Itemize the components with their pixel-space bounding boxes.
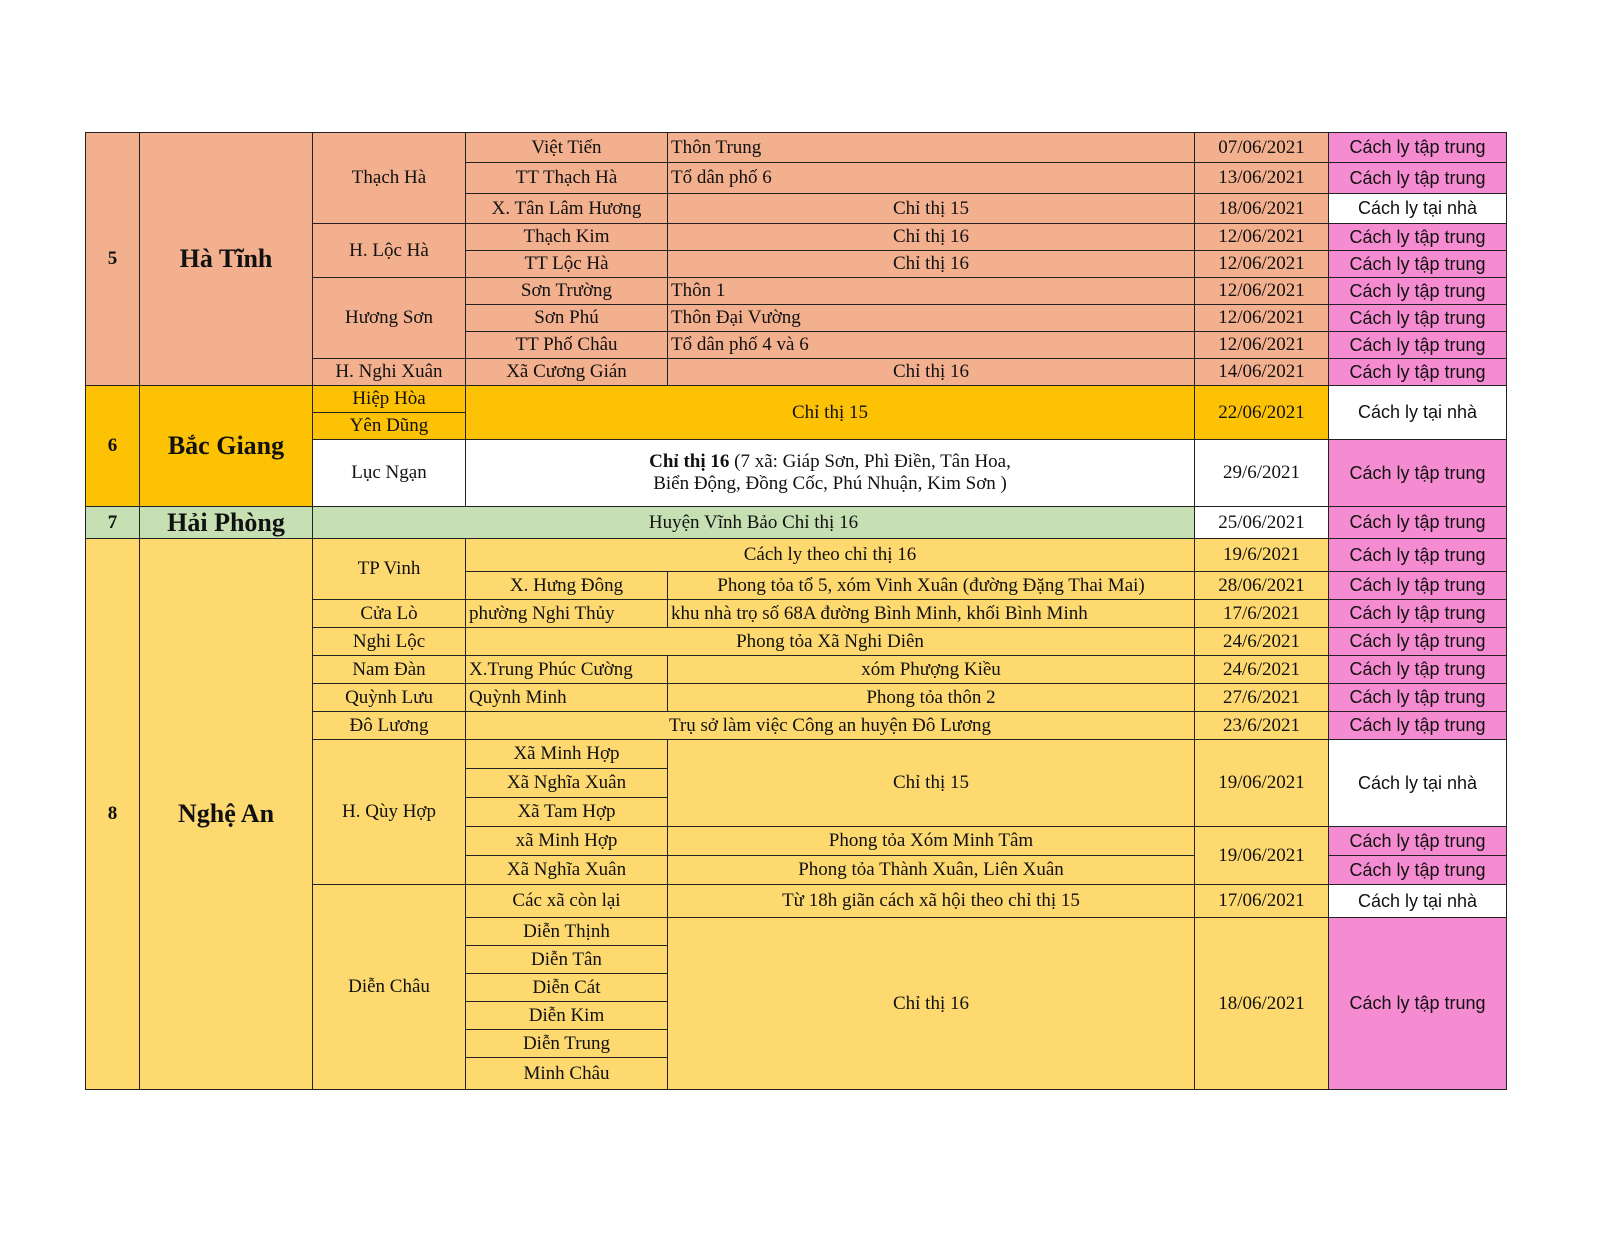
status-cell: Cách ly tập trung xyxy=(1329,359,1507,386)
date-cell: 19/06/2021 xyxy=(1195,827,1329,885)
status-cell: Cách ly tập trung xyxy=(1329,572,1507,600)
detail-cell: Phong tỏa Xã Nghi Diên xyxy=(466,628,1195,656)
row-number: 5 xyxy=(86,133,140,386)
commune-cell: Sơn Phú xyxy=(466,305,668,332)
district-cell: Lục Ngạn xyxy=(313,440,466,507)
commune-cell: X. Hưng Đông xyxy=(466,572,668,600)
detail-cell: Thôn 1 xyxy=(668,278,1195,305)
table-row xyxy=(86,386,1507,413)
commune-cell: phường Nghi Thủy xyxy=(466,600,668,628)
date-cell: 29/6/2021 xyxy=(1195,440,1329,507)
detail-cell: Huyện Vĩnh Bảo Chỉ thị 16 xyxy=(313,507,1195,539)
detail-text: (7 xã: Giáp Sơn, Phì Điền, Tân Hoa, xyxy=(729,451,1011,473)
detail-cell: khu nhà trọ số 68A đường Bình Minh, khối Bình Minh xyxy=(668,600,1195,628)
commune-cell: Xã Minh Hợp xyxy=(466,740,668,769)
commune-cell: Sơn Trường xyxy=(466,278,668,305)
status-cell: Cách ly tập trung xyxy=(1329,251,1507,278)
status-cell: Cách ly tập trung xyxy=(1329,163,1507,194)
commune-cell: Các xã còn lại xyxy=(466,885,668,918)
date-cell: 14/06/2021 xyxy=(1195,359,1329,386)
detail-cell: Từ 18h giãn cách xã hội theo chỉ thị 15 xyxy=(668,885,1195,918)
date-cell: 17/6/2021 xyxy=(1195,600,1329,628)
status-cell: Cách ly tập trung xyxy=(1329,507,1507,539)
date-cell: 19/06/2021 xyxy=(1195,740,1329,827)
commune-cell: xã Minh Hợp xyxy=(466,827,668,856)
date-cell: 19/6/2021 xyxy=(1195,539,1329,572)
status-cell: Cách ly tập trung xyxy=(1329,856,1507,885)
status-cell: Cách ly tập trung xyxy=(1329,440,1507,507)
detail-cell: Thôn Trung xyxy=(668,133,1195,163)
detail-cell: Phong tỏa thôn 2 xyxy=(668,684,1195,712)
district-cell: Thạch Hà xyxy=(313,133,466,224)
province-name: Bắc Giang xyxy=(140,386,313,507)
detail-cell: Phong tỏa Thành Xuân, Liên Xuân xyxy=(668,856,1195,885)
commune-cell: X.Trung Phúc Cường xyxy=(466,656,668,684)
district-cell: Hiệp Hòa xyxy=(313,386,466,413)
district-cell: Cửa Lò xyxy=(313,600,466,628)
district-cell: H. Nghi Xuân xyxy=(313,359,466,386)
status-cell: Cách ly tập trung xyxy=(1329,600,1507,628)
commune-cell: Diễn Trung xyxy=(466,1030,668,1058)
detail-cell: Cách ly theo chỉ thị 16 xyxy=(466,539,1195,572)
district-cell: Nam Đàn xyxy=(313,656,466,684)
detail-cell: Chỉ thị 15 xyxy=(668,740,1195,827)
date-cell: 24/6/2021 xyxy=(1195,628,1329,656)
quarantine-table xyxy=(85,132,1507,1090)
province-name: Nghệ An xyxy=(140,539,313,1090)
district-cell: TP Vinh xyxy=(313,539,466,600)
status-cell: Cách ly tại nhà xyxy=(1329,740,1507,827)
date-cell: 07/06/2021 xyxy=(1195,133,1329,163)
commune-cell: Thạch Kim xyxy=(466,224,668,251)
status-cell: Cách ly tập trung xyxy=(1329,539,1507,572)
district-cell: Diễn Châu xyxy=(313,885,466,1090)
date-cell: 12/06/2021 xyxy=(1195,278,1329,305)
commune-cell: Minh Châu xyxy=(466,1058,668,1090)
detail-cell xyxy=(466,440,1195,507)
status-cell: Cách ly tập trung xyxy=(1329,827,1507,856)
date-cell: 17/06/2021 xyxy=(1195,885,1329,918)
row-number: 7 xyxy=(86,507,140,539)
detail-cell: Phong tỏa Xóm Minh Tâm xyxy=(668,827,1195,856)
commune-cell: Diễn Cát xyxy=(466,974,668,1002)
date-cell: 12/06/2021 xyxy=(1195,251,1329,278)
row-number: 8 xyxy=(86,539,140,1090)
detail-cell: Chỉ thị 15 xyxy=(466,386,1195,440)
commune-cell: TT Thạch Hà xyxy=(466,163,668,194)
date-cell: 18/06/2021 xyxy=(1195,918,1329,1090)
district-cell: Yên Dũng xyxy=(313,413,466,440)
commune-cell: Xã Nghĩa Xuân xyxy=(466,856,668,885)
detail-cell: Chỉ thị 16 xyxy=(668,224,1195,251)
detail-bold: Chỉ thị 16 xyxy=(649,451,730,473)
date-cell: 23/6/2021 xyxy=(1195,712,1329,740)
date-cell: 27/6/2021 xyxy=(1195,684,1329,712)
table-row xyxy=(86,507,1507,539)
status-cell: Cách ly tập trung xyxy=(1329,133,1507,163)
detail-cell: Tổ dân phố 6 xyxy=(668,163,1195,194)
detail-cell: Tổ dân phố 4 và 6 xyxy=(668,332,1195,359)
commune-cell: Diễn Tân xyxy=(466,946,668,974)
detail-cell: Thôn Đại Vường xyxy=(668,305,1195,332)
district-cell: Nghi Lộc xyxy=(313,628,466,656)
date-cell: 24/6/2021 xyxy=(1195,656,1329,684)
detail-cell: xóm Phượng Kiều xyxy=(668,656,1195,684)
date-cell: 12/06/2021 xyxy=(1195,305,1329,332)
table-row xyxy=(86,133,1507,163)
district-cell: Quỳnh Lưu xyxy=(313,684,466,712)
status-cell: Cách ly tại nhà xyxy=(1329,194,1507,224)
commune-cell: Việt Tiến xyxy=(466,133,668,163)
status-cell: Cách ly tập trung xyxy=(1329,684,1507,712)
commune-cell: TT Lộc Hà xyxy=(466,251,668,278)
status-cell: Cách ly tại nhà xyxy=(1329,885,1507,918)
commune-cell: Xã Nghĩa Xuân xyxy=(466,769,668,798)
date-cell: 18/06/2021 xyxy=(1195,194,1329,224)
date-cell: 13/06/2021 xyxy=(1195,163,1329,194)
status-cell: Cách ly tập trung xyxy=(1329,305,1507,332)
status-cell: Cách ly tập trung xyxy=(1329,628,1507,656)
commune-cell: X. Tân Lâm Hương xyxy=(466,194,668,224)
status-cell: Cách ly tập trung xyxy=(1329,278,1507,305)
date-cell: 12/06/2021 xyxy=(1195,332,1329,359)
province-name: Hà Tĩnh xyxy=(140,133,313,386)
detail-cell: Chỉ thị 16 xyxy=(668,359,1195,386)
status-cell: Cách ly tại nhà xyxy=(1329,386,1507,440)
row-number: 6 xyxy=(86,386,140,507)
table-row xyxy=(86,539,1507,572)
status-cell: Cách ly tập trung xyxy=(1329,224,1507,251)
detail-cell: Trụ sở làm việc Công an huyện Đô Lương xyxy=(466,712,1195,740)
district-cell: H. Qùy Hợp xyxy=(313,740,466,885)
date-cell: 25/06/2021 xyxy=(1195,507,1329,539)
commune-cell: Quỳnh Minh xyxy=(466,684,668,712)
province-name: Hải Phòng xyxy=(140,507,313,539)
status-cell: Cách ly tập trung xyxy=(1329,656,1507,684)
district-cell: H. Lộc Hà xyxy=(313,224,466,278)
district-cell: Đô Lương xyxy=(313,712,466,740)
date-cell: 12/06/2021 xyxy=(1195,224,1329,251)
detail-cell: Chỉ thị 16 xyxy=(668,251,1195,278)
status-cell: Cách ly tập trung xyxy=(1329,712,1507,740)
detail-cell: Chỉ thị 15 xyxy=(668,194,1195,224)
district-cell: Hương Sơn xyxy=(313,278,466,359)
date-cell: 28/06/2021 xyxy=(1195,572,1329,600)
status-cell: Cách ly tập trung xyxy=(1329,918,1507,1090)
commune-cell: Xã Cương Gián xyxy=(466,359,668,386)
status-cell: Cách ly tập trung xyxy=(1329,332,1507,359)
commune-cell: Diễn Kim xyxy=(466,1002,668,1030)
commune-cell: TT Phố Châu xyxy=(466,332,668,359)
commune-cell: Diễn Thịnh xyxy=(466,918,668,946)
detail-text-line2: Biển Động, Đồng Cốc, Phú Nhuận, Kim Sơn ) xyxy=(653,473,1007,494)
date-cell: 22/06/2021 xyxy=(1195,386,1329,440)
detail-cell: Chỉ thị 16 xyxy=(668,918,1195,1090)
detail-cell: Phong tỏa tổ 5, xóm Vinh Xuân (đường Đặng Thai Mai) xyxy=(668,572,1195,600)
commune-cell: Xã Tam Hợp xyxy=(466,798,668,827)
